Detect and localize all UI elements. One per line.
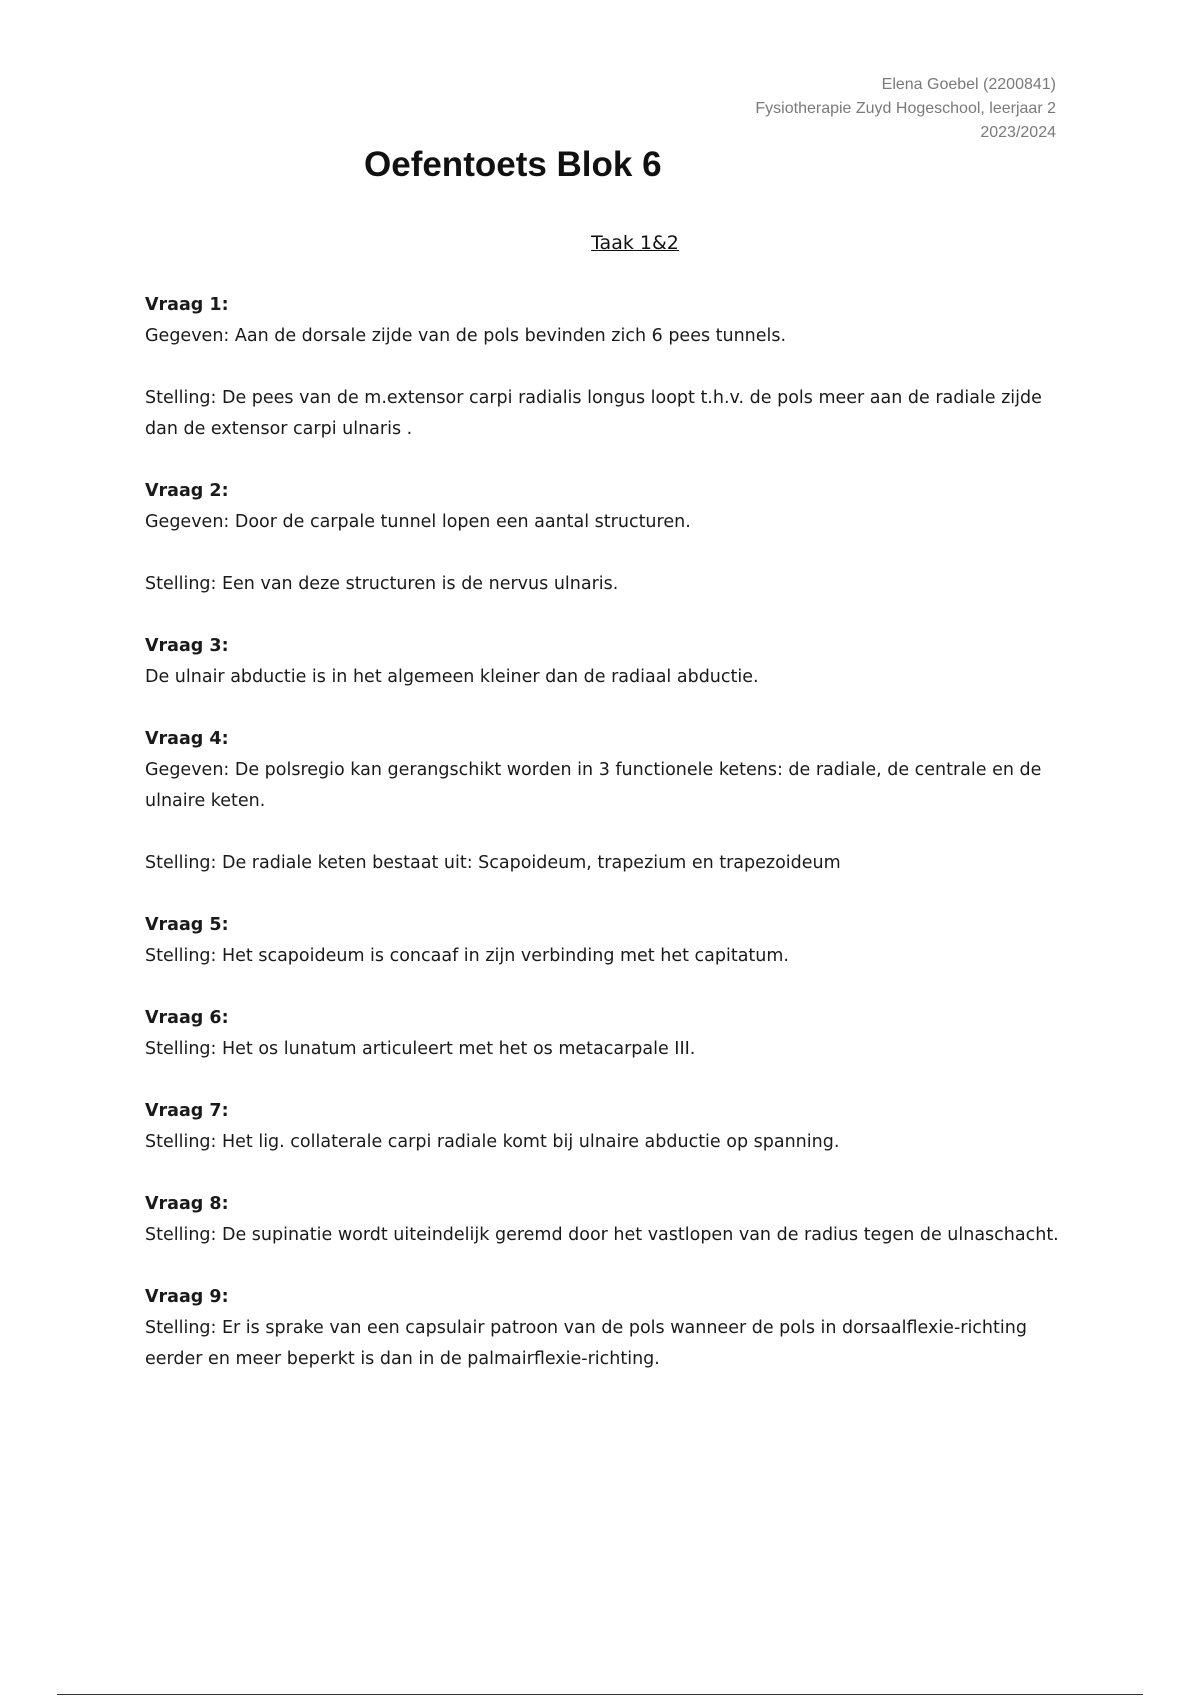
- question-label: Vraag 5:: [145, 915, 229, 935]
- question-5: [145, 910, 1070, 972]
- question-label: Vraag 7:: [145, 1101, 229, 1121]
- question-9: [145, 1282, 1070, 1375]
- question-4: [145, 724, 1070, 879]
- question-label: Vraag 8:: [145, 1194, 229, 1214]
- question-statement: Stelling: De supinatie wordt uiteindelijk geremd door het vastlopen van de radius tegen de ulnaschacht.: [145, 1225, 1059, 1245]
- question-2: [145, 476, 1070, 600]
- question-statement: Stelling: Het lig. collaterale carpi radiale komt bij ulnaire abductie op spanning.: [145, 1132, 840, 1152]
- institution-name: Fysiotherapie Zuyd Hogeschool, leerjaar 2: [755, 100, 1056, 117]
- question-statement: Stelling: De pees van de m.extensor carpi radialis longus loopt t.h.v. de pols meer aan de radiale zijde dan de extensor carpi ulnaris .: [145, 388, 1042, 439]
- question-statement: Stelling: Het scapoideum is concaaf in zijn verbinding met het capitatum.: [145, 946, 789, 966]
- question-6: [145, 1003, 1070, 1065]
- academic-year: 2023/2024: [980, 124, 1056, 141]
- author-name: Elena Goebel (2200841): [881, 76, 1056, 93]
- question-label: Vraag 4:: [145, 729, 229, 749]
- question-given: Gegeven: De polsregio kan gerangschikt worden in 3 functionele ketens: de radiale, de centrale en de ulnaire keten.: [145, 760, 1042, 811]
- question-statement: De ulnair abductie is in het algemeen kleiner dan de radiaal abductie.: [145, 667, 759, 687]
- question-statement: Stelling: Er is sprake van een capsulair patroon van de pols wanneer de pols in dorsaalflexie-richting eerder en meer beperkt is dan in de palmairflexie-richting.: [145, 1318, 1027, 1369]
- question-1: [145, 290, 1070, 445]
- question-list: [145, 290, 1070, 1375]
- question-3: [145, 631, 1070, 693]
- question-statement: Stelling: Het os lunatum articuleert met het os metacarpale III.: [145, 1039, 696, 1059]
- document-title: Oefentoets Blok 6: [364, 145, 662, 184]
- question-7: [145, 1096, 1070, 1158]
- page-bottom-divider: [57, 1694, 1143, 1695]
- question-label: Vraag 2:: [145, 481, 229, 501]
- question-label: Vraag 3:: [145, 636, 229, 656]
- section-heading: Taak 1&2: [591, 232, 679, 254]
- document-header-meta: [755, 73, 1056, 145]
- question-label: Vraag 9:: [145, 1287, 229, 1307]
- question-label: Vraag 6:: [145, 1008, 229, 1028]
- question-given: Gegeven: Door de carpale tunnel lopen een aantal structuren.: [145, 512, 691, 532]
- question-statement: Stelling: De radiale keten bestaat uit: Scapoideum, trapezium en trapezoideum: [145, 853, 841, 873]
- question-statement: Stelling: Een van deze structuren is de nervus ulnaris.: [145, 574, 619, 594]
- question-label: Vraag 1:: [145, 295, 229, 315]
- question-given: Gegeven: Aan de dorsale zijde van de pols bevinden zich 6 pees tunnels.: [145, 326, 787, 346]
- question-8: [145, 1189, 1070, 1251]
